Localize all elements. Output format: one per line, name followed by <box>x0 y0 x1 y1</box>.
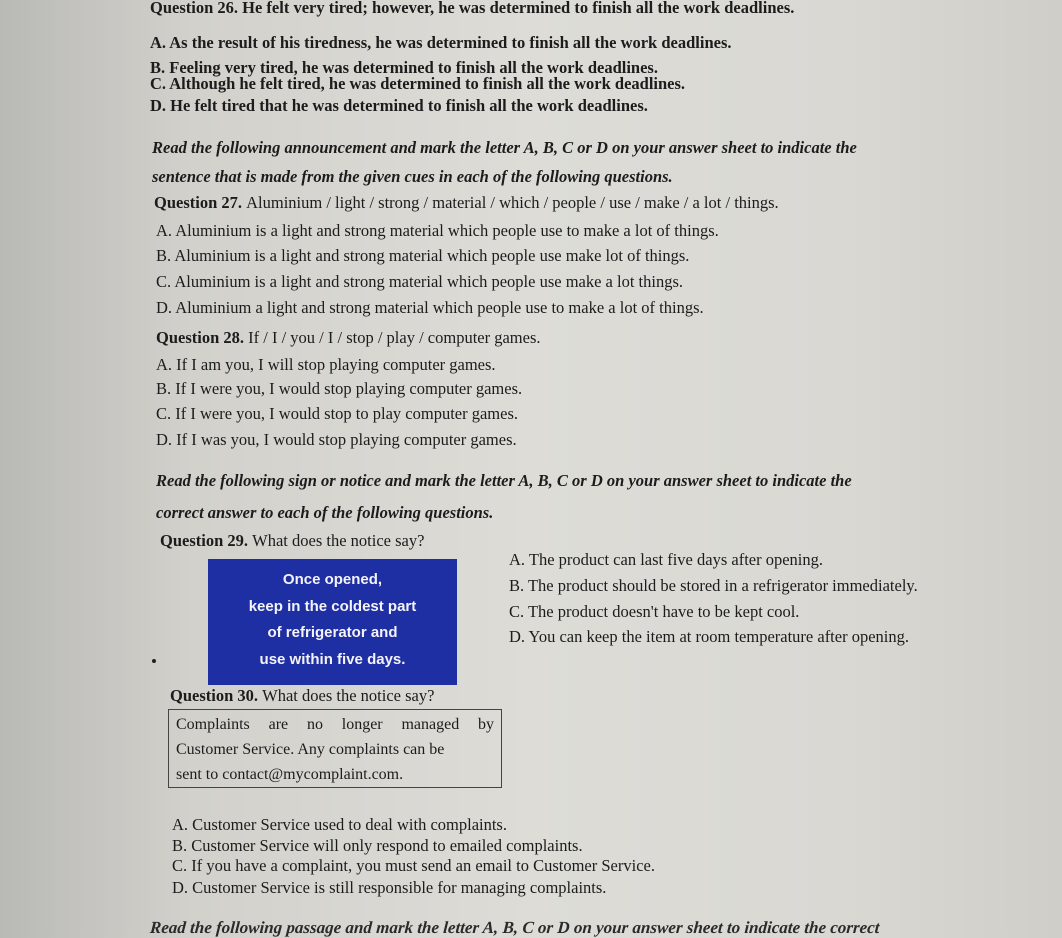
q29-option-a: A. The product can last five days after opening. <box>509 550 824 569</box>
q26-title: Question 26. <box>150 0 239 17</box>
q29-notice-line: keep in the coldest part <box>248 597 417 615</box>
q28-heading <box>156 328 541 348</box>
next-section-instruction-partial: Read the following passage and mark the letter A, B, C or D on your answer sheet to indicate the correct <box>149 918 881 937</box>
cues-instruction-line1: Read the following announcement and mark the letter A, B, C or D on your answer sheet to indicate the <box>152 138 857 157</box>
q30-notice-line: Customer Service. Any complaints can be <box>176 741 445 758</box>
q30-notice-line: sent to contact@mycomplaint.com. <box>176 766 404 783</box>
q26-option-c: C. Although he felt tired, he was determined to finish all the work deadlines. <box>150 74 686 93</box>
q28-title: Question 28. <box>156 328 245 347</box>
q30-notice-line: Complaints are no longer managed by <box>176 716 494 733</box>
q29-option-d: D. You can keep the item at room temperature after opening. <box>509 627 909 646</box>
q26-option-a: A. As the result of his tiredness, he was determined to finish all the work deadlines. <box>150 33 732 52</box>
q28-option-d: D. If I was you, I would stop playing computer games. <box>156 430 517 449</box>
stray-dot <box>152 659 156 663</box>
q27-heading <box>154 193 779 213</box>
q27-option-d: D. Aluminium a light and strong material which people use to make a lot of things. <box>156 298 704 317</box>
q27-stem: Aluminium / light / strong / material / which / people / use / make / a lot / things. <box>246 193 779 212</box>
q29-option-c: C. The product doesn't have to be kept cool. <box>509 602 800 621</box>
q26-stem: He felt very tired; however, he was determined to finish all the work deadlines. <box>242 0 795 17</box>
q29-title: Question 29. <box>160 531 249 550</box>
q29-heading <box>160 531 424 551</box>
cues-instruction-line2: sentence that is made from the given cues in each of the following questions. <box>152 167 673 186</box>
q27-option-b: B. Aluminium is a light and strong material which people use make lot of things. <box>156 246 690 265</box>
q30-notice-box <box>168 709 502 788</box>
q26-option-d: D. He felt tired that he was determined to finish all the work deadlines. <box>150 96 648 115</box>
q30-option-a: A. Customer Service used to deal with complaints. <box>172 815 507 834</box>
q28-option-c: C. If I were you, I would stop to play computer games. <box>156 404 519 423</box>
q29-notice-sign <box>208 559 457 685</box>
q30-option-d: D. Customer Service is still responsible for managing complaints. <box>172 878 607 897</box>
q30-heading <box>170 686 434 706</box>
q29-notice-line: use within five days. <box>259 650 406 668</box>
q26-heading <box>150 0 794 18</box>
q30-title: Question 30. <box>170 686 259 705</box>
q30-option-b: B. Customer Service will only respond to emailed complaints. <box>172 836 583 855</box>
notice-instruction-line1: Read the following sign or notice and mark the letter A, B, C or D on your answer sheet to indicate the <box>156 471 852 490</box>
q26-option-b: B. Feeling very tired, he was determined to finish all the work deadlines. <box>150 58 658 77</box>
q29-option-b: B. The product should be stored in a refrigerator immediately. <box>509 576 918 595</box>
q29-notice-line: of refrigerator and <box>267 624 398 641</box>
q29-notice-line: Once opened, <box>282 571 383 588</box>
q29-stem: What does the notice say? <box>252 531 425 550</box>
q27-title: Question 27. <box>154 193 243 212</box>
q30-stem: What does the notice say? <box>262 686 435 705</box>
q27-option-c: C. Aluminium is a light and strong material which people use make a lot things. <box>156 272 684 291</box>
q27-option-a: A. Aluminium is a light and strong material which people use to make a lot of things. <box>156 221 719 240</box>
q28-stem: If / I / you / I / stop / play / computer games. <box>248 328 541 347</box>
notice-instruction-line2: correct answer to each of the following questions. <box>156 503 494 522</box>
q28-option-a: A. If I am you, I will stop playing computer games. <box>156 355 496 374</box>
q30-option-c: C. If you have a complaint, you must send an email to Customer Service. <box>172 856 655 875</box>
q28-option-b: B. If I were you, I would stop playing computer games. <box>156 379 523 398</box>
